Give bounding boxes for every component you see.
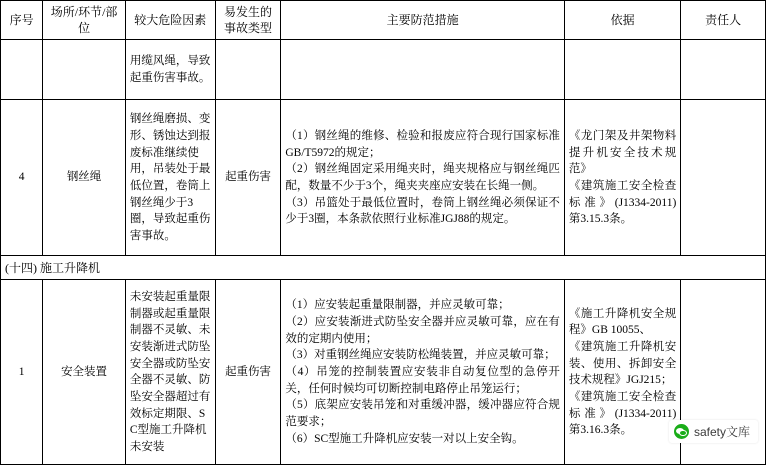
- cell-seq: 1: [1, 280, 43, 465]
- cell-measures: [281, 40, 565, 100]
- cell-measures: [281, 280, 565, 465]
- table-section-row: [1, 256, 766, 280]
- basis-list: [569, 128, 676, 228]
- cell-basis: [564, 280, 680, 465]
- cell-place: 安全装置: [43, 280, 126, 465]
- measure-item: （1）应安装起重量限制器，并应灵敏可靠；: [285, 299, 510, 312]
- measure-item: （3）吊篮处于最低位置时，卷筒上钢丝绳必须保证不少于3圈，本条款依照行业标准JGJ88的规定。: [285, 196, 560, 226]
- table-row: [1, 280, 766, 465]
- table-row: [1, 40, 766, 100]
- table-row: [1, 100, 766, 256]
- column-header-measures: 主要防范措施: [281, 1, 565, 40]
- wechat-icon: [674, 424, 689, 439]
- cell-accident-type: 起重伤害: [215, 280, 281, 465]
- hazard-text: 未安装起重量限制器或起重量限制器不灵敏、未安装渐进式防坠安全器或防坠安全器不灵敏、防坠安全器超过有效标定期限、SC型施工升降机未安装: [129, 291, 211, 454]
- cell-hazard: [125, 40, 215, 100]
- table-body: [1, 40, 766, 465]
- column-header-basis: 依据: [564, 1, 680, 40]
- hazard-text: 用缆风绳，导致起重伤害事故。: [129, 55, 211, 84]
- cell-basis: [564, 100, 680, 256]
- column-header-person: 责任人: [681, 1, 766, 40]
- cell-measures: [281, 100, 565, 256]
- cell-seq: 4: [1, 100, 43, 256]
- column-header-place: 场所/环节/部位: [43, 1, 126, 40]
- section-title: (十四) 施工升降机: [1, 256, 766, 280]
- table-header-row: [1, 1, 766, 40]
- measure-item: （2）钢丝绳固定采用绳夹时，绳夹规格应与钢丝绳匹配，数量不少于3个，绳夹夹座应安装在长绳一侧。: [285, 163, 560, 192]
- cell-basis: [564, 40, 680, 100]
- column-header-accident-type: 易发生的事故类型: [215, 1, 281, 40]
- basis-item: 《施工升降机安全规程》GB 10055、: [568, 307, 677, 337]
- watermark-label: safety文库: [693, 425, 750, 439]
- measure-item: （1）钢丝绳的维修、检验和报废应符合现行国家标准GB/T5972的规定；: [285, 129, 560, 159]
- measure-item: （2）应安装渐进式防坠安全器并应灵敏可靠，应在有效的定期内使用；: [285, 316, 560, 345]
- basis-item: 《龙门架及井架物料提升机安全技术规范》: [568, 129, 677, 176]
- cell-person: [681, 40, 766, 100]
- table-header: [1, 1, 766, 40]
- measures-list: [285, 297, 560, 447]
- cell-accident-type: [215, 40, 281, 100]
- measure-item: （6）SC型施工升降机应安装一对以上安全钩。: [285, 432, 524, 445]
- basis-list: [569, 306, 676, 439]
- watermark-badge: [669, 420, 758, 443]
- cell-accident-type: 起重伤害: [215, 100, 281, 256]
- measures-list: [285, 128, 560, 228]
- cell-place: [43, 40, 126, 100]
- column-header-seq: 序号: [1, 1, 43, 40]
- measure-item: （5）底架应安装吊笼和对重缓冲器，缓冲器应符合规范要求；: [285, 399, 560, 429]
- cell-seq: [1, 40, 43, 100]
- column-header-hazard: 较大危险因素: [125, 1, 215, 40]
- basis-item: 《建筑施工安全检查标准》(J1334-2011)第3.15.3条。: [568, 179, 677, 226]
- measure-item: （4）吊笼的控制装置应安装非自动复位型的急停开关，任何时候均可切断控制电路停止吊笼运行；: [285, 366, 560, 395]
- measure-item: （3）对重钢丝绳应安装防松绳装置，并应灵敏可靠；: [285, 349, 556, 362]
- cell-person: [681, 100, 766, 256]
- cell-hazard: [125, 280, 215, 465]
- basis-item: 《建筑施工安全检查标准》(J1334-2011)第3.16.3条。: [568, 391, 677, 437]
- hazard-text: 钢丝绳磨损、变形、锈蚀达到报废标准继续使用，吊装处于最低位置，卷筒上钢丝绳少于3圈，导致起重伤害事故。: [129, 113, 211, 242]
- cell-place: 钢丝绳: [43, 100, 126, 256]
- basis-item: 《建筑施工升降机安装、使用、拆卸安全技术规程》JGJ215；: [568, 341, 677, 387]
- cell-hazard: [125, 100, 215, 256]
